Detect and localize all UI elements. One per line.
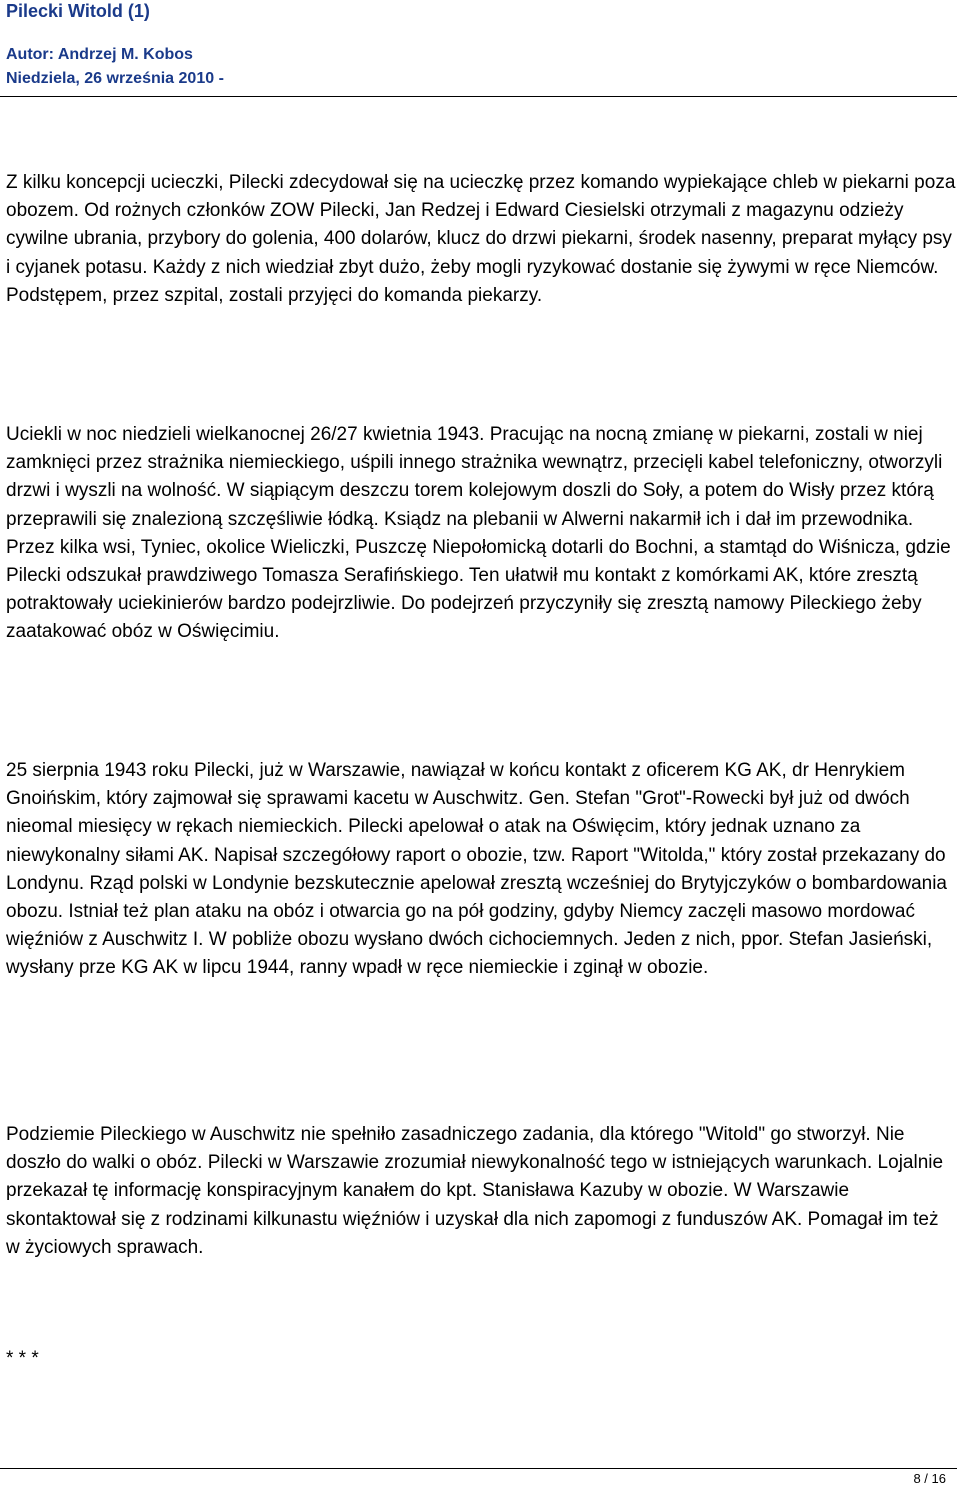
document-date: Niedziela, 26 września 2010 - <box>6 70 224 87</box>
section-separator: * * * <box>6 1348 39 1369</box>
paragraph-4: Podziemie Pileckiego w Auschwitz nie spełniło zasadniczego zadania, dla którego "Witold" go stworzył. Nie doszło do walki o obóz. Pilecki w Warszawie zrozumiał niewykonalność tego w istniejących warunkach. Lojalnie przekazał tę informację konspiracyjnym kanałem do kpt. Stanisława Kazuby w obozie. W Warszawie skontaktował się z rodzinami kilkunastu więźniów i uzyskał dla nich zapomogi z funduszów AK. Pomagał im też w życiowych sprawach. <box>6 1124 944 1258</box>
page-number: 8 / 16 <box>913 1471 946 1486</box>
paragraph-3: 25 sierpnia 1943 roku Pilecki, już w Warszawie, nawiązał w końcu kontakt z oficerem KG AK, dr Henrykiem Gnoińskim, który zajmował się sprawami kacetu w Auschwitz. Gen. Stefan "Grot"-Rowecki był już od dwóch nieomal miesięcy w rękach niemieckich. Pilecki apelował o atak na Oświęcim, który jednak uznano za niewykonalny siłami AK. Napisał szczegółowy raport o obozie, tzw. Raport "Witolda," który został przekazany do Londynu. Rząd polski w Londynie bezskutecznie apelował zresztą wcześniej do Brytyjczyków o bombardowania obozu. Istniał też plan ataku na obóz i otwarcia go na pół godziny, gdyby Niemcy zaczęli masowo mordować więźniów z Auschwitz I. W pobliże obozu wysłano dwóch cichociemnych. Jeden z nich, ppor. Stefan Jasieński, wysłany prze KG AK w lipcu 1944, ranny wpadł w ręce niemieckie i zginął w obozie. <box>6 760 947 979</box>
paragraph-2: Uciekli w noc niedzieli wielkanocnej 26/27 kwietnia 1943. Pracując na nocną zmianę w piekarni, zostali w niej zamknięci przez strażnika niemieckiego, uśpili innego strażnika wewnątrz, przecięli kabel telefoniczny, otworzyli drzwi i wyszli na wolność. W siąpiącym deszczu torem kolejowym doszli do Soły, a potem do Wisły przez którą przeprawili się znalezioną szczęśliwie łódką. Ksiądz na plebanii w Alwerni nakarmił ich i dał im przewodnika. Przez kilka wsi, Tyniec, okolice Wieliczki, Puszczę Niepołomicką dotarli do Bochni, a stamtąd do Wiśnicza, gdzie Pilecki odszukał prawdziwego Tomasza Serafińskiego. Ten ułatwił mu kontakt z komórkami AK, które zresztą potraktowały uciekinierów bardzo podejrzliwie. Do podejrzeń przyczyniły się zresztą namowy Pileckiego żeby zaatakować obóz w Oświęcimiu. <box>6 424 951 643</box>
document-author: Autor: Andrzej M. Kobos <box>6 46 193 63</box>
page-header <box>0 0 957 97</box>
footer-divider <box>0 1468 957 1469</box>
paragraph-1: Z kilku koncepcji ucieczki, Pilecki zdecydował się na ucieczkę przez komando wypiekające chleb w piekarni poza obozem. Od rożnych członków ZOW Pilecki, Jan Redzej i Edward Ciesielski otrzymali z magazynu odzieży cywilne ubrania, przybory do golenia, 400 dolarów, klucz do drzwi piekarni, środek nasenny, preparat myłący psy i cyjanek potasu. Każdy z nich wiedział zbyt dużo, żeby mogli ryzykować dostanie się żywymi w ręce Niemców. Podstępem, przez szpital, zostali przyjęci do komanda piekarzy. <box>6 172 956 306</box>
document-title: Pilecki Witold (1) <box>6 1 150 21</box>
